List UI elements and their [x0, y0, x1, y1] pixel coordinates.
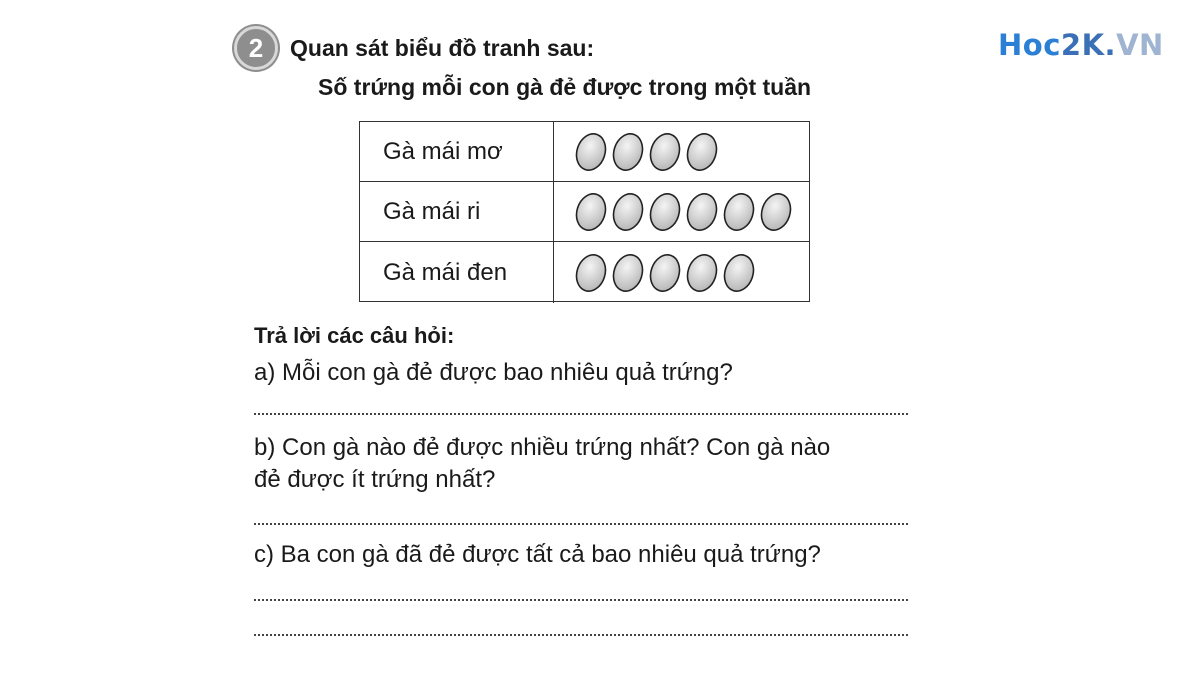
question-a: a) Mỗi con gà đẻ được bao nhiêu quả trứng?	[254, 359, 733, 386]
answer-line-c1[interactable]	[254, 599, 908, 601]
hen-name: Gà mái mơ	[360, 122, 554, 181]
hen-name: Gà mái đen	[360, 242, 554, 303]
chart-title: Số trứng mỗi con gà đẻ được trong một tuần	[318, 74, 812, 100]
egg-count-cell	[554, 182, 809, 241]
exercise-heading: Quan sát biểu đồ tranh sau:	[290, 35, 595, 61]
egg-icon	[574, 253, 608, 293]
egg-count-cell	[554, 242, 809, 303]
pictograph-row	[360, 242, 809, 303]
egg-icon	[685, 132, 719, 172]
egg-icon	[611, 253, 645, 293]
answer-heading: Trả lời các câu hỏi:	[254, 323, 455, 348]
hen-name: Gà mái ri	[360, 182, 554, 241]
question-b-line2: đẻ được ít trứng nhất?	[254, 466, 496, 493]
egg-icon	[722, 192, 756, 232]
egg-icon	[759, 192, 793, 232]
egg-icon	[611, 132, 645, 172]
pictograph-row	[360, 182, 809, 242]
egg-count-cell	[554, 122, 809, 181]
egg-icon	[722, 253, 756, 293]
egg-icon	[611, 192, 645, 232]
egg-icon	[648, 192, 682, 232]
egg-icon	[574, 132, 608, 172]
exercise-number-badge: 2	[234, 26, 278, 70]
answer-line-b[interactable]	[254, 523, 908, 525]
egg-icon	[648, 132, 682, 172]
site-logo: Hoc2K.VN	[998, 28, 1164, 62]
egg-icon	[685, 192, 719, 232]
pictograph-table	[359, 121, 810, 302]
pictograph-row	[360, 122, 809, 182]
question-c: c) Ba con gà đã đẻ được tất cả bao nhiêu quả trứng?	[254, 541, 821, 568]
egg-icon	[685, 253, 719, 293]
question-b-line1: b) Con gà nào đẻ được nhiều trứng nhất? Con gà nào	[254, 434, 831, 461]
egg-icon	[648, 253, 682, 293]
egg-icon	[574, 192, 608, 232]
answer-line-c2[interactable]	[254, 634, 908, 636]
answer-line-a[interactable]	[254, 413, 908, 415]
